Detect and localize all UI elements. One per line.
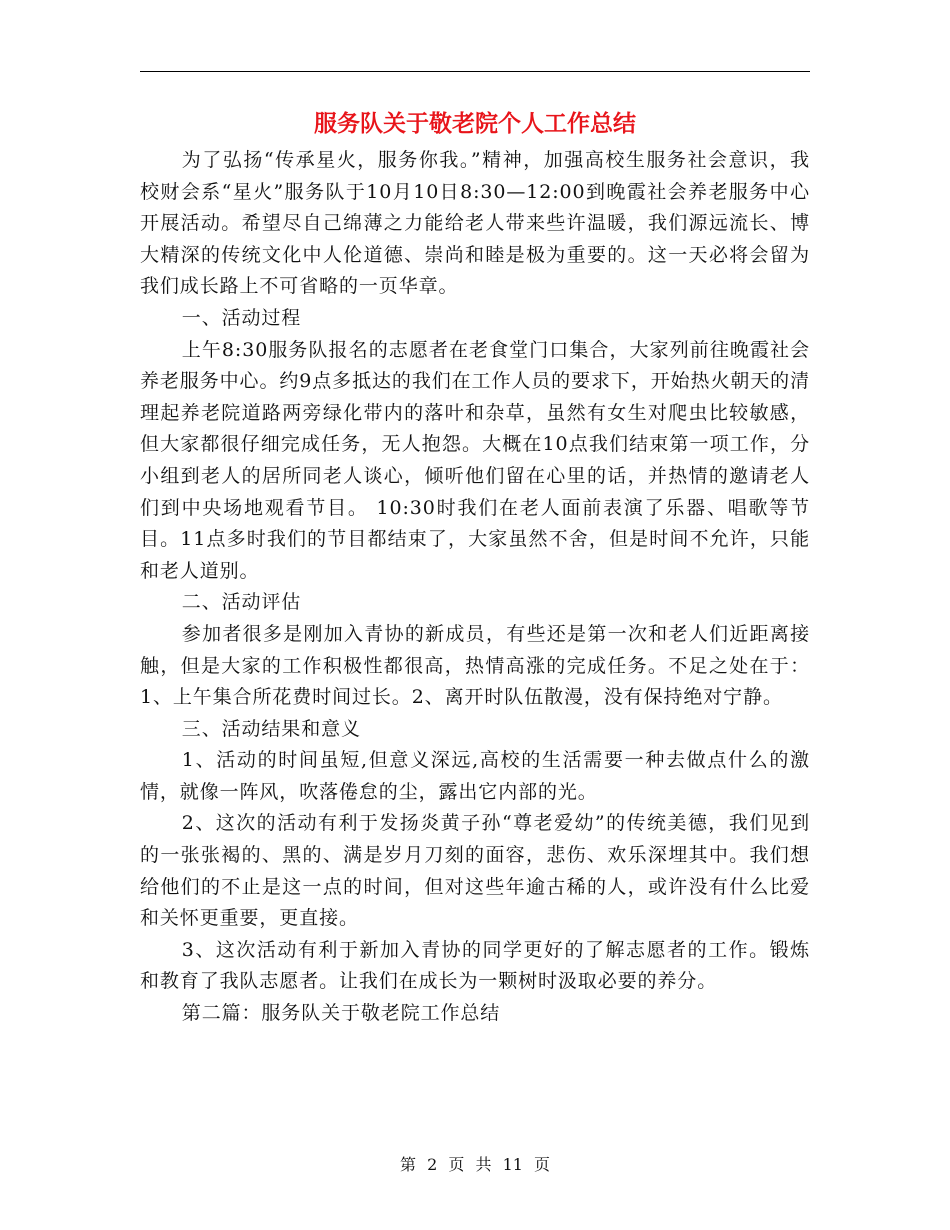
header-rule bbox=[140, 71, 810, 72]
document-title: 服务队关于敬老院个人工作总结 bbox=[314, 111, 636, 137]
footer-total-word: 共 bbox=[475, 1155, 492, 1174]
paragraph-evaluation: 参加者很多是刚加入青协的新成员，有些还是第一次和老人们近距离接触，但是大家的工作积极性都很高，热情高涨的完成任务。不足之处在于：1、上午集合所花费时间过长。2、离开时队伍散漫，没有保持绝对宁静。 bbox=[140, 622, 810, 709]
footer-total-pages: 11 bbox=[502, 1155, 523, 1174]
footer-prefix: 第 bbox=[399, 1155, 416, 1174]
document-body bbox=[140, 145, 810, 1030]
section-heading-results: 三、活动结果和意义 bbox=[181, 717, 361, 740]
page-number-footer bbox=[0, 1153, 950, 1177]
next-article-heading: 第二篇：服务队关于敬老院工作总结 bbox=[181, 1002, 501, 1025]
footer-page-word: 页 bbox=[448, 1155, 465, 1174]
paragraph-result-2: 2、这次的活动有利于发扬炎黄子孙“尊老爱幼”的传统美德，我们见到的一张张褐的、黑的、满是岁月刀刻的面容，悲伤、欢乐深埋其中。我们想给他们的不止是这一点的时间，但对这些年逾古稀的人，或许没有什么比爱和关怀更重要，更直接。 bbox=[140, 812, 810, 930]
paragraph-process: 上午8:30服务队报名的志愿者在老食堂门口集合，大家列前往晚霞社会养老服务中心。约9点多抵达的我们在工作人员的要求下，开始热火朝天的清理起养老院道路两旁绿化带内的落叶和杂草，虽然有女生对爬虫比较敏感，但大家都很仔细完成任务，无人抱怨。大概在10点我们结束第一项工作，分小组到老人的居所同老人谈心，倾听他们留在心里的话，并热情的邀请老人们到中央场地观看节目。 10:30时我们在老人面前表演了乐器、唱歌等节目。11点多时我们的节目都结束了，大家虽然不舍，但是时间不允许，只能和老人道别。 bbox=[140, 338, 810, 582]
paragraph-result-3: 3、这次活动有利于新加入青协的同学更好的了解志愿者的工作。锻炼和教育了我队志愿者。让我们在成长为一颗树时汲取必要的养分。 bbox=[140, 938, 810, 993]
paragraph-result-1: 1、活动的时间虽短,但意义深远,高校的生活需要一种去做点什么的激情，就像一阵风，吹落倦怠的尘，露出它内部的光。 bbox=[140, 749, 810, 803]
section-heading-evaluation: 二、活动评估 bbox=[181, 591, 302, 614]
paragraph-intro: 为了弘扬“传承星火，服务你我。”精神，加强高校生服务社会意识，我校财会系“星火”服务队于10月10日8:30—12:00到晚霞社会养老服务中心开展活动。希望尽自己绵薄之力能给老人带来些许温暖，我们源远流长、博大精深的传统文化中人伦道德、崇尚和睦是极为重要的。这一天必将会留为我们成长路上不可省略的一页华章。 bbox=[140, 149, 810, 298]
footer-suffix: 页 bbox=[534, 1155, 551, 1174]
section-heading-process: 一、活动过程 bbox=[181, 306, 302, 329]
footer-current-page: 2 bbox=[427, 1155, 438, 1174]
